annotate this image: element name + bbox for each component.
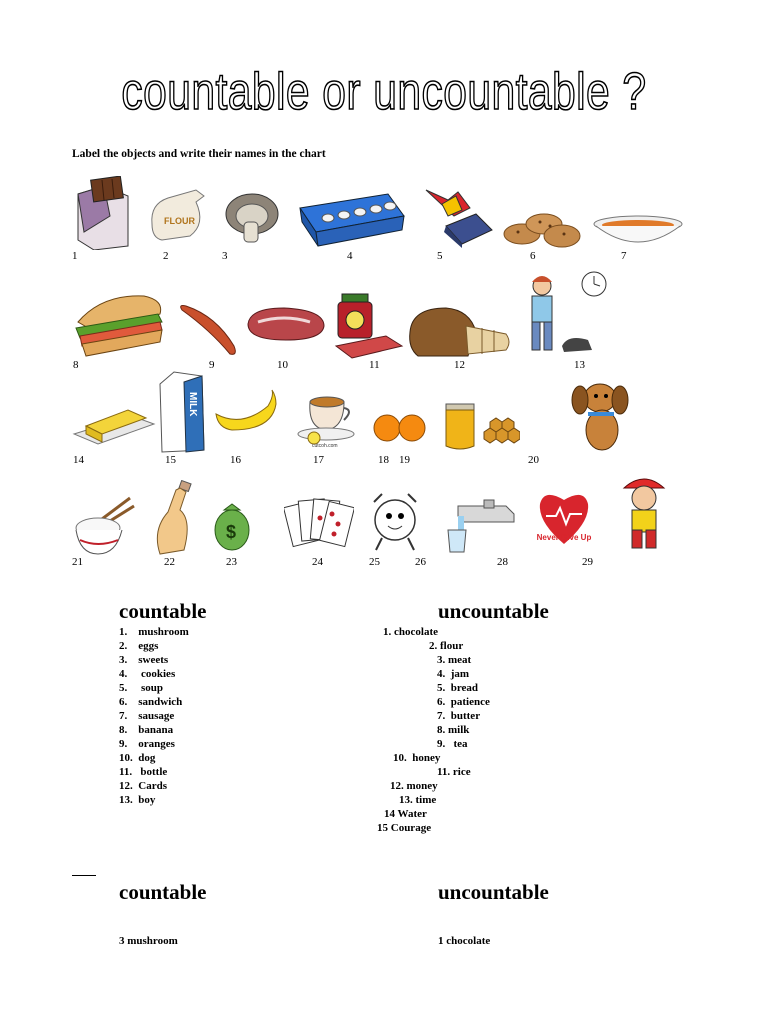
picture-number: 11	[369, 359, 380, 371]
uncountable-item: 6. patience	[437, 696, 490, 708]
rice-picture	[72, 494, 136, 558]
picture-number: 10	[277, 359, 288, 371]
chocolate-picture	[74, 176, 132, 250]
uncountable-item: 10. honey	[393, 752, 441, 764]
picture-number: 29	[582, 556, 593, 568]
time-picture	[364, 488, 426, 554]
picture-number: 7	[621, 250, 627, 262]
uncountable-item: 7. butter	[437, 710, 481, 722]
picture-number: 24	[312, 556, 323, 568]
uncountable-item: 15 Courage	[377, 822, 432, 834]
uncountable-heading: uncountable	[438, 599, 549, 623]
countable-item: 1. mushroom	[119, 626, 189, 638]
milk-label: MILK	[187, 392, 198, 417]
uncountable-item: 9. tea	[437, 738, 468, 750]
cookies-picture	[502, 206, 582, 252]
picture-number: 18	[378, 454, 389, 466]
banana-picture	[212, 386, 278, 434]
sausage-picture	[176, 302, 240, 358]
courage-picture	[536, 486, 592, 554]
water-picture	[444, 496, 522, 554]
picture-number: 13	[574, 359, 585, 371]
countable-item: 3. sweets	[119, 654, 169, 666]
instruction-text: Label the objects and write their names in the chart	[72, 148, 326, 160]
svg-text:$: $	[226, 522, 237, 542]
sweets-picture	[418, 182, 494, 248]
countable-item: 7. sausage	[119, 710, 175, 722]
picture-number: 4	[347, 250, 353, 262]
uncountable-item: 13. time	[399, 794, 437, 806]
cards-picture	[284, 494, 354, 556]
picture-number: 15	[165, 454, 176, 466]
picture-number: 26	[415, 556, 426, 568]
honey-picture	[444, 402, 520, 452]
picture-number: 6	[530, 250, 536, 262]
picture-number: 25	[369, 556, 380, 568]
countable-item: 12. Cards	[119, 780, 167, 792]
meat-picture	[244, 304, 328, 344]
sandwich-picture	[72, 292, 168, 358]
uncountable-heading: uncountable	[438, 880, 549, 904]
flour-label: FLOUR	[164, 216, 195, 226]
uncountable-item: 5. bread	[437, 682, 479, 694]
jam-picture	[334, 292, 404, 360]
picture-number: 17	[313, 454, 324, 466]
countable-heading: countable	[119, 599, 207, 623]
picture-number: 1	[72, 250, 78, 262]
butter-picture	[72, 396, 156, 450]
uncountable-item: 12. money	[390, 780, 438, 792]
uncountable-item: 4. jam	[437, 668, 470, 680]
patience-picture	[518, 268, 612, 360]
uncountable-item: 14 Water	[384, 808, 427, 820]
picture-number: 3	[222, 250, 228, 262]
money-picture	[212, 498, 252, 556]
picture-number: 2	[163, 250, 169, 262]
countable-item: 6. sandwich	[119, 696, 183, 708]
picture-number: 20	[528, 454, 539, 466]
courage-slogan: Never Give Up	[536, 533, 592, 542]
uncountable-item: 1. chocolate	[383, 626, 438, 638]
boy-picture	[618, 470, 670, 554]
picture-number: 23	[226, 556, 237, 568]
picture-credit: cutcoh.com	[312, 443, 338, 448]
countable-item: 5. soup	[119, 682, 164, 694]
eggs-picture	[298, 188, 406, 248]
picture-number: 12	[454, 359, 465, 371]
countable-item: 9. oranges	[119, 738, 175, 750]
countable-item: 13. boy	[119, 794, 156, 806]
picture-number: 8	[73, 359, 79, 371]
uncountable-item: 1 chocolate	[438, 935, 491, 947]
uncountable-item: 11. rice	[437, 766, 471, 778]
dog-picture	[566, 378, 638, 454]
uncountable-item: 2. flour	[429, 640, 464, 652]
countable-item: 11. bottle	[119, 766, 168, 778]
picture-number: 21	[72, 556, 83, 568]
picture-number: 14	[73, 454, 84, 466]
picture-number: 5	[437, 250, 443, 262]
countable-item: 3 mushroom	[119, 935, 178, 947]
countable-item: 10. dog	[119, 752, 156, 764]
mushroom-picture	[224, 192, 282, 246]
oranges-picture	[372, 406, 428, 446]
countable-heading: countable	[119, 880, 207, 904]
flour-picture	[146, 184, 210, 242]
uncountable-item: 8. milk	[437, 724, 470, 736]
divider-line	[72, 875, 96, 876]
bottle-picture	[150, 480, 198, 558]
tea-picture	[292, 376, 364, 448]
countable-item: 2. eggs	[119, 640, 159, 652]
bread-picture	[406, 302, 514, 360]
picture-number: 19	[399, 454, 410, 466]
picture-number: 28	[497, 556, 508, 568]
soup-picture	[592, 214, 684, 250]
uncountable-item: 3. meat	[437, 654, 472, 666]
worksheet-title: countable or uncountable ?	[121, 63, 647, 121]
countable-item: 4. cookies	[119, 668, 176, 680]
picture-number: 9	[209, 359, 215, 371]
picture-number: 16	[230, 454, 241, 466]
countable-item: 8. banana	[119, 724, 174, 736]
milk-picture	[156, 370, 208, 454]
picture-number: 22	[164, 556, 175, 568]
